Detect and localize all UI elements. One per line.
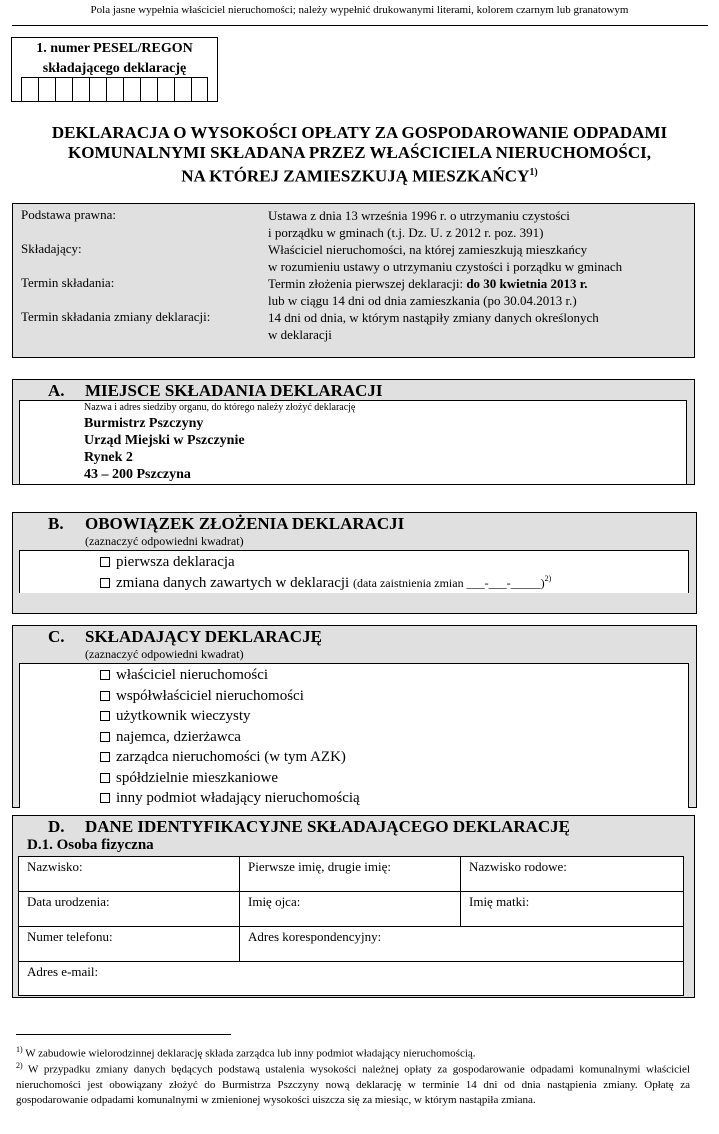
submitter-type-option[interactable] <box>100 667 268 684</box>
change-deadline-line2: w deklaracji <box>268 327 332 342</box>
section-b-title: OBOWIĄZEK ZŁOŻENIA DEKLARACJI <box>85 514 405 533</box>
title-line-3-text: NA KTÓREJ ZAMIESZKUJĄ MIESZKAŃCY <box>181 166 530 186</box>
checkbox-icon[interactable] <box>100 578 110 588</box>
pesel-digit-cell[interactable] <box>157 77 174 101</box>
section-c <box>12 625 697 808</box>
authority-address-caption: Nazwa i adres siedziby organu, do którego należy złożyć deklarację <box>84 402 356 413</box>
section-c-title: SKŁADAJĄCY DEKLARACJĘ <box>85 627 322 646</box>
mother-name-field[interactable]: Imię matki: <box>469 894 530 909</box>
deadline-label: Termin składania: <box>21 275 115 290</box>
deadline-date: do 30 kwietnia 2013 r. <box>466 276 588 291</box>
checkbox-icon[interactable] <box>100 670 110 680</box>
footnote-1-marker: 1) <box>16 1045 23 1054</box>
authority-address-box <box>19 400 687 484</box>
pesel-digit-cell[interactable] <box>21 77 38 101</box>
submitter-type-label: współwłaściciel nieruchomości <box>116 687 304 704</box>
title-line-1: DEKLARACJA O WYSOKOŚCI OPŁATY ZA GOSPODAROWANIE ODPADAMI <box>51 123 668 142</box>
section-d1-title: D.1. Osoba fizyczna <box>27 837 154 853</box>
deadline-line2: lub w ciągu 14 dni od dnia zamieszkania (po 30.04.2013 r.) <box>268 293 577 308</box>
first-names-field[interactable]: Pierwsze imię, drugie imię: <box>248 859 391 874</box>
checkbox-icon[interactable] <box>100 732 110 742</box>
footnote-ref-2: 2) <box>544 574 552 583</box>
submitter-type-label: zarządca nieruchomości (w tym AZK) <box>116 749 346 765</box>
submitter-line2: w rozumieniu ustawy o utrzymaniu czystości i porządku w gminach <box>268 259 623 274</box>
authority-name: Burmistrz Pszczyny <box>84 416 204 431</box>
pesel-title-line1: 1. numer PESEL/REGON <box>36 41 193 56</box>
footnote-rule <box>16 1034 231 1035</box>
title-line-2: KOMUNALNYMI SKŁADANA PRZEZ WŁAŚCICIELA NIERUCHOMOŚCI, <box>68 143 651 162</box>
section-a <box>12 379 695 485</box>
surname-field[interactable]: Nazwisko: <box>27 859 83 874</box>
change-deadline-label: Termin składania zmiany deklaracji: <box>21 309 211 324</box>
deadline-line1-text: Termin złożenia pierwszej deklaracji: <box>268 276 467 291</box>
footnote-2 <box>16 1058 690 1108</box>
checkbox-icon[interactable] <box>100 752 110 762</box>
checkbox-icon[interactable] <box>100 773 110 783</box>
option-data-change-label: zmiana danych zawartych w deklaracji <box>116 575 350 591</box>
pesel-digit-cell[interactable] <box>123 77 140 101</box>
legal-basis-label: Podstawa prawna: <box>21 207 116 222</box>
row-divider <box>19 926 683 927</box>
col-divider <box>239 857 240 926</box>
submitter-type-option[interactable] <box>100 688 304 705</box>
title-line-3 <box>0 163 719 187</box>
submitter-type-label: właściciel nieruchomości <box>116 667 269 683</box>
footnote-1-text: W zabudowie wielorodzinnej deklarację składa zarządca lub inny podmiot władający nieruchomością. <box>22 1047 476 1060</box>
checkbox-icon[interactable] <box>100 691 110 701</box>
pesel-input-cells[interactable] <box>21 77 208 101</box>
submitter-type-option[interactable] <box>100 790 360 807</box>
section-b-instruction: (zaznaczyć odpowiedni kwadrat) <box>85 534 244 548</box>
section-b-options <box>19 550 689 593</box>
section-a-header <box>13 381 694 401</box>
legal-info-box <box>12 203 695 358</box>
submitter-type-label: inny podmiot władający nieruchomością <box>116 790 360 806</box>
option-first-declaration[interactable] <box>100 554 235 571</box>
pesel-regon-box <box>11 37 218 102</box>
section-a-letter: A. <box>48 381 65 400</box>
section-b-letter: B. <box>48 514 64 533</box>
submitter-type-option[interactable] <box>100 749 346 766</box>
birth-date-field[interactable]: Data urodzenia: <box>27 894 110 909</box>
pesel-digit-cell[interactable] <box>106 77 123 101</box>
authority-address <box>84 415 245 483</box>
father-name-field[interactable]: Imię ojca: <box>248 894 301 909</box>
change-deadline-line1: 14 dni od dnia, w którym nastąpiły zmiany danych określonych <box>268 310 599 325</box>
checkbox-icon[interactable] <box>100 793 110 803</box>
pesel-digit-cell[interactable] <box>140 77 157 101</box>
section-a-title: MIEJSCE SKŁADANIA DEKLARACJI <box>85 381 383 400</box>
section-c-letter: C. <box>48 627 65 646</box>
authority-street: Rynek 2 <box>84 450 133 465</box>
section-d-letter: D. <box>48 817 65 836</box>
col-divider <box>460 857 461 926</box>
submitter-line1: Właściciel nieruchomości, na której zamieszkują mieszkańcy <box>268 242 588 257</box>
title-footnote-ref: 1) <box>529 167 538 178</box>
maiden-name-field[interactable]: Nazwisko rodowe: <box>469 859 567 874</box>
section-b <box>12 512 697 614</box>
pesel-digit-cell[interactable] <box>55 77 72 101</box>
footnote-2-marker: 2) <box>16 1061 23 1070</box>
pesel-digit-cell[interactable] <box>191 77 208 101</box>
pesel-digit-cell[interactable] <box>38 77 55 101</box>
correspondence-address-field[interactable]: Adres korespondencyjny: <box>248 929 382 944</box>
section-d <box>12 815 695 998</box>
authority-office: Urząd Miejski w Pszczynie <box>84 433 245 448</box>
legal-basis-line1: Ustawa z dnia 13 września 1996 r. o utrzymaniu czystości <box>268 208 570 223</box>
phone-field[interactable]: Numer telefonu: <box>27 929 113 944</box>
change-date-field[interactable]: (data zaistnienia zmian ___-___-_____) <box>352 576 545 590</box>
section-c-instruction: (zaznaczyć odpowiedni kwadrat) <box>85 647 244 661</box>
fill-instructions: Pola jasne wypełnia właściciel nieruchomości; należy wypełnić drukowanymi literami, kolorem czarnym lub granatowym <box>90 4 629 16</box>
email-field[interactable]: Adres e-mail: <box>27 964 99 979</box>
document-title <box>0 123 719 187</box>
section-c-options <box>19 663 689 808</box>
top-divider <box>12 25 708 26</box>
section-d-title: DANE IDENTYFIKACYJNE SKŁADAJĄCEGO DEKLARACJĘ <box>85 817 571 836</box>
legal-basis-line2: i porządku w gminach (t.j. Dz. U. z 2012 r. poz. 391) <box>268 225 544 240</box>
change-deadline-value <box>268 309 686 343</box>
option-first-declaration-label: pierwsza deklaracja <box>116 554 235 570</box>
submitter-value <box>268 241 686 275</box>
legal-basis-value <box>268 207 686 241</box>
deadline-value <box>268 275 686 309</box>
pesel-digit-cell[interactable] <box>89 77 106 101</box>
submitter-type-label: użytkownik wieczysty <box>116 708 251 724</box>
submitter-type-option[interactable] <box>100 770 278 787</box>
submitter-type-label: spółdzielnie mieszkaniowe <box>116 769 279 786</box>
submitter-type-option[interactable] <box>100 708 251 725</box>
checkbox-icon[interactable] <box>100 711 110 721</box>
row-divider <box>19 961 683 962</box>
row-divider <box>19 891 683 892</box>
submitter-label: Składający: <box>21 241 82 256</box>
pesel-title-line2: składającego deklarację <box>42 61 187 76</box>
footnote-2-text: W przypadku zmiany danych będących podstawą ustalenia wysokości należnej opłaty za gospodarowanie odpadami komunalnymi właściciel nieruchomości jest obowiązany złożyć do Burmistrza Pszczyny nową deklarację w terminie 14 dni od dnia nastąpienia zmiany. Opłatę za gospodarowanie odpadami komunalnymi w zmienionej wysokości uiszcza się za miesiąc, w którym nastąpiła zmiana. <box>16 1063 690 1106</box>
option-data-change[interactable] <box>100 574 551 592</box>
submitter-type-label: najemca, dzierżawca <box>116 728 241 745</box>
pesel-digit-cell[interactable] <box>174 77 191 101</box>
deadline-line1 <box>268 275 686 292</box>
submitter-type-option[interactable] <box>100 729 241 746</box>
col-divider <box>239 926 240 961</box>
checkbox-icon[interactable] <box>100 557 110 567</box>
authority-postal-city: 43 – 200 Pszczyna <box>84 467 191 482</box>
pesel-digit-cell[interactable] <box>72 77 89 101</box>
personal-data-table <box>18 856 684 996</box>
